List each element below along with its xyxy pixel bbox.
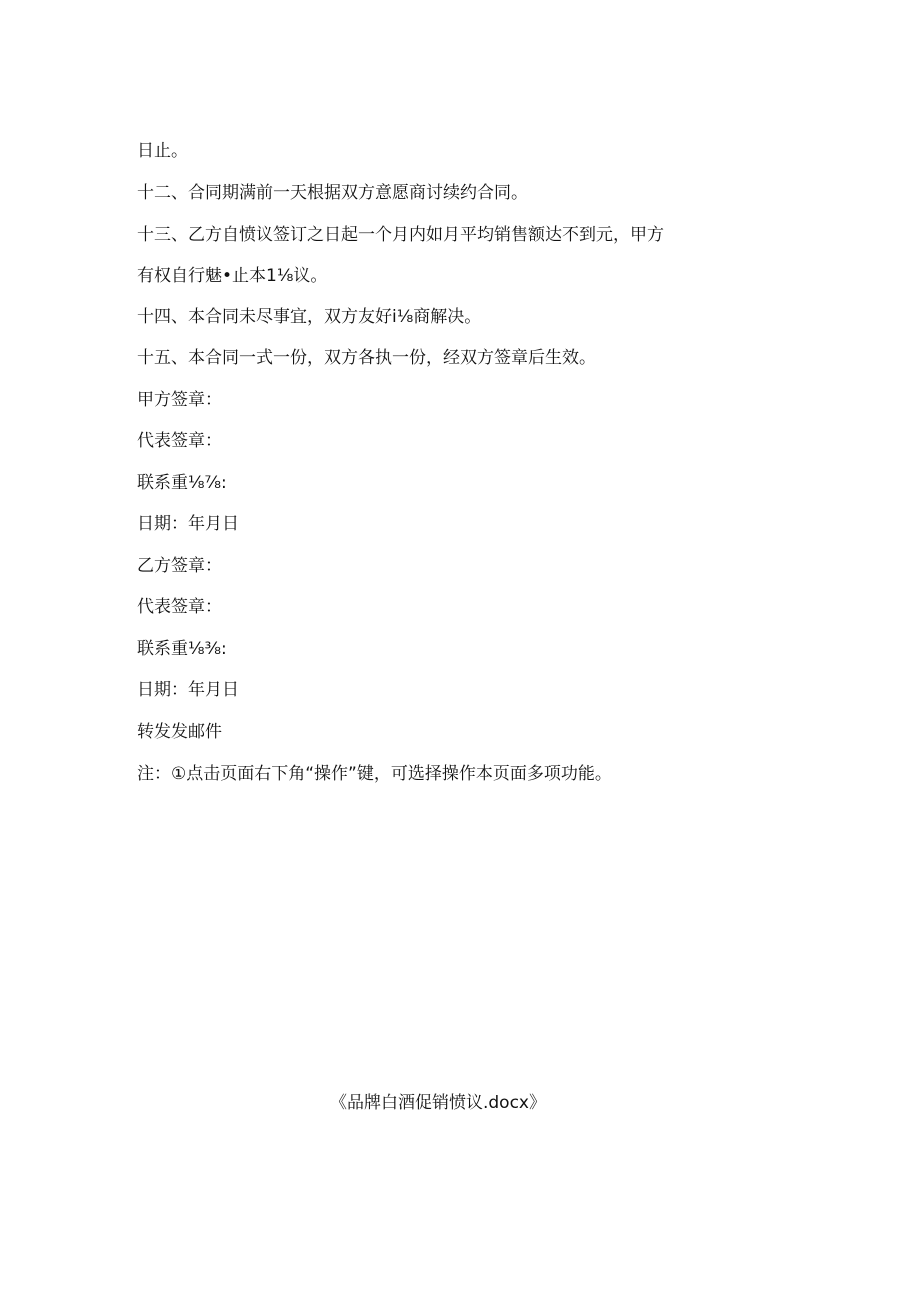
text-line-date-end: 日止。	[137, 141, 188, 161]
party-b-signature-label: 乙方签章：	[137, 556, 222, 576]
note-text: 注：①点击页面右下角“操作”键，可选择操作本页面多项功能。	[137, 764, 612, 784]
party-a-representative-label: 代表签章：	[137, 431, 222, 451]
party-b-date-label: 日期：年月日	[137, 680, 239, 700]
clause-13: 十三、乙方自愤议签订之日起一个月内如月平均销售额达不到元，甲方	[137, 225, 664, 245]
clause-13-continued: 有权自行魅•止本1⅛议。	[137, 266, 328, 286]
footer-title: 《品牌白酒促销愤议.docx》	[329, 1093, 546, 1113]
document-footer	[0, 1092, 920, 1114]
party-a-signature-label: 甲方签章：	[137, 390, 222, 410]
party-a-contact-label: 联系重⅛⅞:	[137, 473, 227, 493]
party-a-date-label: 日期：年月日	[137, 514, 239, 534]
clause-12: 十二、合同期满前一天根据双方意愿商讨续约合同。	[137, 183, 528, 203]
party-b-representative-label: 代表签章：	[137, 597, 222, 617]
party-b-contact-label: 联系重⅛⅜:	[137, 639, 227, 659]
clause-14: 十四、本合同未尽事宜，双方友好i⅛商解决。	[137, 307, 482, 327]
clause-15: 十五、本合同一式一份，双方各执一份，经双方签章后生效。	[137, 348, 596, 368]
forward-email-text: 转发发邮件	[137, 722, 222, 742]
